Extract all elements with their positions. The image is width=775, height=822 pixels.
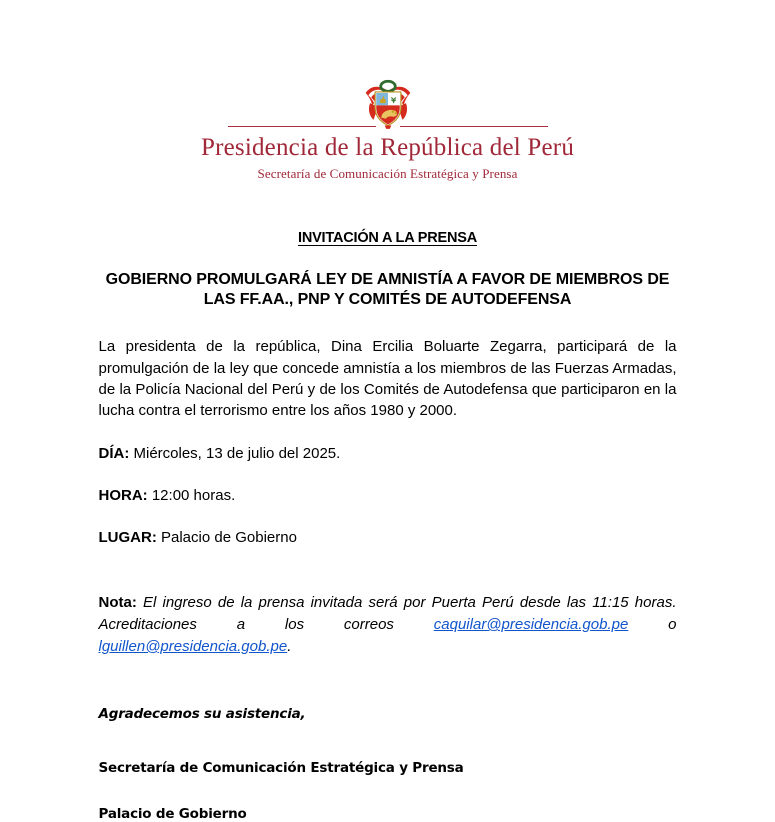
press-invitation-kicker: INVITACIÓN A LA PRENSA	[297, 229, 477, 246]
detail-place	[99, 528, 677, 548]
letterhead-title: Presidencia de la República del Perú	[200, 134, 575, 161]
detail-place-label: LUGAR:	[98, 529, 157, 547]
letterhead-subtitle: Secretaría de Comunicación Estratégica y Prensa	[257, 165, 518, 181]
detail-place-value: Palacio de Gobierno	[161, 529, 297, 547]
peru-coat-of-arms-icon	[360, 74, 416, 130]
detail-time-value: 12:00 horas.	[151, 486, 236, 504]
note-text: El ingreso de la prensa invitada será por Puerta Perú desde las 11:15 horas. Acreditaciones a los correos	[98, 594, 677, 634]
letterhead-rule-left	[228, 126, 376, 127]
detail-time	[99, 486, 677, 506]
letterhead-rule-right	[400, 126, 548, 127]
detail-time-label: HORA:	[98, 486, 148, 504]
document-body	[99, 230, 677, 822]
note-label: Nota:	[98, 594, 137, 612]
note-conjunction: o	[668, 616, 677, 634]
note-paragraph	[99, 592, 677, 657]
email-link-caquilar[interactable]: caquilar@presidencia.gob.pe	[433, 616, 629, 634]
crest-row	[228, 72, 548, 130]
detail-day-label: DÍA:	[98, 444, 130, 462]
page-title: GOBIERNO PROMULGARÁ LEY DE AMNISTÍA A FAVOR DE MIEMBROS DE LAS FF.AA., PNP Y COMITÉS DE AUTODEFENSA	[105, 270, 670, 308]
lede-paragraph: La presidenta de la república, Dina Ercilia Boluarte Zegarra, participará de la promulgación de la ley que concede amnistía a los miembros de las Fuerzas Armadas, de la Policía Nacional del Perú y de los Comités de Autodefensa que participaron en la lucha contra el terrorismo entre los años 1980 y 2000.	[98, 338, 677, 420]
email-link-lguillen[interactable]: lguillen@presidencia.gob.pe	[98, 637, 288, 655]
signoff-thanks: Agradecemos su asistencia,	[98, 705, 306, 722]
note-trailing-period: .	[287, 637, 292, 655]
detail-day	[99, 444, 677, 464]
signoff-department: Secretaría de Comunicación Estratégica y Prensa	[98, 759, 464, 776]
signoff-place: Palacio de Gobierno	[98, 805, 247, 822]
letterhead	[0, 0, 775, 182]
detail-day-value: Miércoles, 13 de julio del 2025.	[133, 444, 341, 462]
